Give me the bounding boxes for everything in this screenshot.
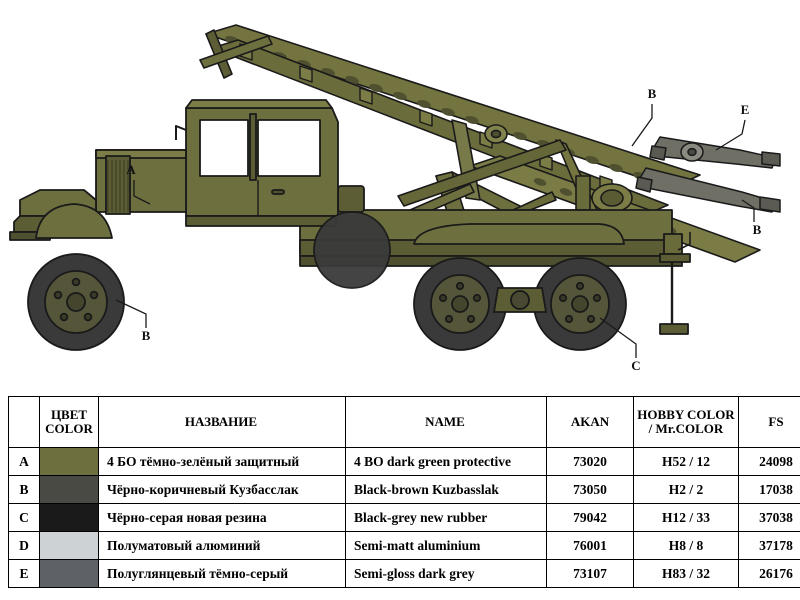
row-akan: 73107 (547, 560, 634, 588)
header-en-name: NAME (346, 397, 547, 448)
row-akan: 73050 (547, 476, 634, 504)
row-fs: 37178 (739, 532, 800, 560)
row-swatch (40, 560, 99, 588)
color-swatch-b (40, 476, 98, 503)
row-hobby: H52 / 12 (634, 448, 739, 476)
table-row (9, 504, 800, 532)
header-ru-name: НАЗВАНИЕ (99, 397, 346, 448)
row-hobby: H2 / 2 (634, 476, 739, 504)
header-color-ru: ЦВЕТ (50, 407, 88, 423)
header-key (9, 397, 40, 448)
color-swatch-e (40, 560, 98, 587)
wheel-mid (414, 258, 506, 350)
callout-label-b-front-wheel: B (141, 328, 151, 343)
wheel-front (28, 254, 124, 350)
row-akan: 73020 (547, 448, 634, 476)
row-key: A (9, 448, 40, 476)
row-en-name: Semi-gloss dark grey (346, 560, 547, 588)
callout-label-c: C (631, 358, 641, 373)
row-swatch (40, 448, 99, 476)
row-hobby: H8 / 8 (634, 532, 739, 560)
row-swatch (40, 504, 99, 532)
row-ru-name: Чёрно-серая новая резина (99, 504, 346, 532)
row-key: E (9, 560, 40, 588)
row-key: B (9, 476, 40, 504)
header-akan: AKAN (547, 397, 634, 448)
row-ru-name: Полуглянцевый тёмно-серый (99, 560, 346, 588)
table-row (9, 448, 800, 476)
row-key: C (9, 504, 40, 532)
row-ru-name: Чёрно-коричневый Кузбасслак (99, 476, 346, 504)
row-hobby: H12 / 33 (634, 504, 739, 532)
wheel-rear (534, 258, 626, 350)
rocket-upper (650, 137, 780, 168)
paint-reference-table (8, 396, 800, 588)
row-fs: 24098 (739, 448, 800, 476)
callout-label-e: E (740, 102, 750, 117)
row-akan: 79042 (547, 504, 634, 532)
table-row (9, 476, 800, 504)
row-hobby: H83 / 32 (634, 560, 739, 588)
row-ru-name: 4 БО тёмно-зелёный защитный (99, 448, 346, 476)
row-en-name: Black-grey new rubber (346, 504, 547, 532)
row-swatch (40, 476, 99, 504)
row-ru-name: Полуматовый алюминий (99, 532, 346, 560)
color-swatch-a (40, 448, 98, 475)
row-swatch (40, 532, 99, 560)
header-hobby-line2: / Mr.COLOR (648, 421, 724, 436)
callout-label-b-rail: B (647, 86, 657, 101)
row-fs: 26176 (739, 560, 800, 588)
color-swatch-c (40, 504, 98, 531)
callout-label-a: A (126, 162, 136, 177)
row-akan: 76001 (547, 532, 634, 560)
table-row (9, 532, 800, 560)
callout-label-b-rocket-rail: B (752, 222, 762, 237)
row-fs: 17038 (739, 476, 800, 504)
header-color-swatch (40, 397, 99, 448)
header-hobby-line1: HOBBY COLOR (637, 407, 735, 423)
row-en-name: 4 BO dark green protective (346, 448, 547, 476)
row-en-name: Semi-matt aluminium (346, 532, 547, 560)
header-fs: FS (739, 397, 800, 448)
row-key: D (9, 532, 40, 560)
color-swatch-d (40, 532, 98, 559)
header-hobby-color (634, 397, 739, 448)
table-header-row (9, 397, 800, 448)
row-fs: 37038 (739, 504, 800, 532)
header-color-en: COLOR (45, 421, 93, 436)
table-row (9, 560, 800, 588)
row-en-name: Black-brown Kuzbasslak (346, 476, 547, 504)
